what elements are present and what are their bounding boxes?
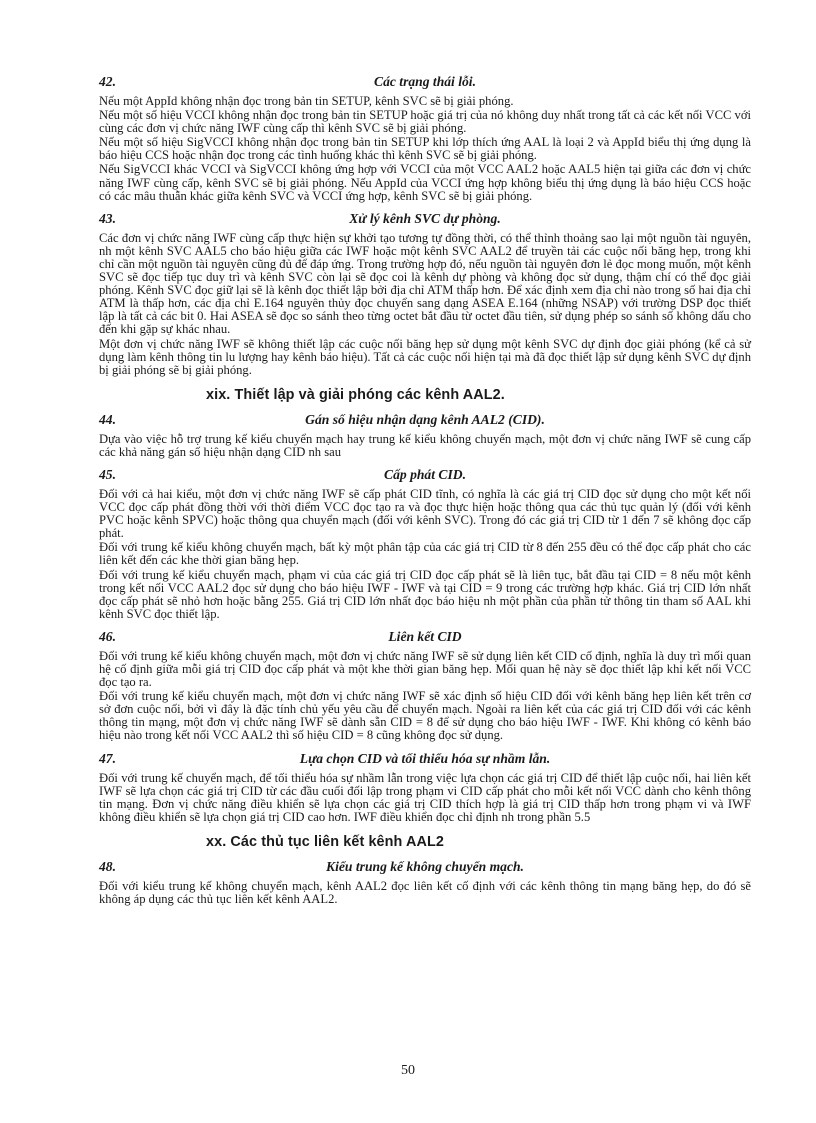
paragraph: Nếu một số hiệu VCCI không nhận đọc trong bản tin SETUP hoặc giá trị của nó không duy nhất trong tất cả các kết nối VCC với cùng các đơn vị chức năng IWF cùng cấp thì kênh SVC sẽ bị giải phóng. [99, 108, 751, 136]
paragraph: Dựa vào việc hỗ trợ trung kế kiểu chuyển mạch hay trung kế kiểu không chuyển mạch, một đơn vị chức năng IWF sẽ cung cấp các khả năng gán số hiệu nhận dạng CID nh sau [99, 431, 751, 459]
section-heading [99, 859, 751, 875]
paragraph: Đối với trung kế kiểu chuyển mạch, phạm vi của các giá trị CID đọc cấp phát sẽ là liên tục, bắt đầu tại CID = 8 nếu một kênh trong kết nối VCC AAL2 đọc sử dụng cho báo hiệu IWF - IWF và tại CID = 9 trong các trường hợp khác. Giá trị CID lớn nhất đọc cấp phát sẽ nhỏ hơn hoặc bằng 255. Giá trị CID lớn nhất đọc báo hiệu nh một phần của phần tử thông tin tham số AAL khi kênh SVC đọc thiết lập. [99, 567, 751, 621]
section [99, 74, 751, 203]
section-number: 44. [99, 411, 116, 427]
paragraph: Đối với trung kế kiểu không chuyển mạch, một đơn vị chức năng IWF sẽ sử dụng liên kết CID cố định, nghĩa là duy trì mối quan hệ cố định giữa mỗi giá trị CID đọc cấp phát và một khe thời gian băng hẹp. Mối quan hệ này sẽ đọc thiết lập khi kết nối VCC đọc tạo ra. [99, 648, 751, 690]
paragraph: Đối với cả hai kiểu, một đơn vị chức năng IWF sẽ cấp phát CID tĩnh, có nghĩa là các giá trị CID đọc sử dụng cho một kết nối VCC đọc cấp phát đồng thời với thời điểm VCC đọc tạo ra và đọc thực hiện hoặc thông qua các thủ tục quản lý (đối với kênh PVC hoặc kênh SPVC) hoặc thông qua chuyển mạch (đối với kênh SVC). Trong đó các giá trị CID từ 1 đến 7 sẽ không đọc cấp phát. [99, 486, 751, 541]
paragraph: Nếu một số hiệu SigVCCI không nhận đọc trong bản tin SETUP khi lớp thích ứng AAL là loại 2 và AppId biểu thị ứng dụng là báo hiệu CCS hoặc nhận đọc trong các tình huống khác thì kênh SVC sẽ bị giải phóng. [99, 135, 751, 163]
section-number: 42. [99, 74, 116, 89]
section [99, 467, 751, 621]
section [99, 629, 751, 743]
paragraph: Nếu SigVCCI khác VCCI và SigVCCI không ứng hợp với VCCI của một VCC AAL2 hoặc AAL5 hiện tại giữa các đơn vị chức năng IWF cùng cấp, kênh SVC sẽ bị giải phóng. Nếu AppId của VCCI ứng hợp không biểu thị ứng dụng là báo hiệu CCS hoặc có các mâu thuẫn khác giữa kênh SVC và VCCI ứng hợp, kênh SVC sẽ bị giải phóng. [99, 162, 751, 203]
section-title: Kiểu trung kế không chuyển mạch. [326, 858, 524, 874]
section-number: 47. [99, 750, 116, 766]
section-title: Xử lý kênh SVC dự phòng. [349, 210, 501, 226]
section-number: 43. [99, 210, 116, 226]
paragraph: Đối với trung kế kiểu chuyển mạch, một đơn vị chức năng IWF sẽ xác định số hiệu CID đối với kênh băng hẹp liên kết trên cơ sở đơn cuộc nối, bởi vì đây là đặc tính chủ yếu yêu cầu để chuyển mạch. Ngoài ra liên kết của các giá trị CID đối với các kênh thông tin mạng, một đơn vị chức năng IWF sẽ dành sẵn CID = 8 để sử dụng cho báo hiệu IWF - IWF. Khi không có kênh báo hiệu nào trong kết nối VCC AAL2 thì số hiệu CID = 8 cũng không đọc sử dụng. [99, 689, 751, 743]
paragraph: Đối với trung kế kiểu không chuyển mạch, bất kỳ một phân tập của các giá trị CID từ 8 đến 255 đều có thể đọc cấp phát cho các liên kết đến các khe thời gian băng hẹp. [99, 540, 751, 568]
section-number: 46. [99, 628, 116, 644]
section-title: Các trạng thái lỗi. [374, 74, 476, 89]
paragraph: Đối với kiểu trung kế không chuyển mạch, kênh AAL2 đọc liên kết cố định với các kênh thông tin mạng băng hẹp, do đó sẽ không áp dụng các thủ tục liên kết kênh AAL2. [99, 878, 751, 907]
section-number: 48. [99, 858, 116, 874]
part-heading: xix. Thiết lập và giải phóng các kênh AAL2. [206, 386, 505, 403]
section-heading [99, 629, 751, 645]
section-heading [99, 412, 751, 428]
section [99, 412, 751, 459]
section [99, 211, 751, 377]
document-page [99, 66, 751, 907]
section-number: 45. [99, 466, 116, 482]
section [99, 859, 751, 906]
paragraph: Đối với trung kế chuyển mạch, để tối thiểu hóa sự nhầm lẫn trong việc lựa chọn các giá trị CID để thiết lập cuộc nối, hai liên kết IWF sẽ lựa chọn các giá trị CID từ các đầu cuối đối lập trong phạm vi CID cấp phát cho mỗi kết nối VCC dành cho kênh thông tin mạng. Đơn vị chức năng điều khiển sẽ lựa chọn các giá trị CID thích hợp là giá trị CID thấp hơn trong phạm vi và IWF không điều khiển sẽ lựa chọn giá trị CID cao hơn. IWF điều khiển đọc chỉ định nh trong phần 5.5 [99, 770, 751, 824]
paragraph: Các đơn vị chức năng IWF cùng cấp thực hiện sự khởi tạo tương tự đồng thời, có thể thỉnh thoảng sao lại một nguồn tài nguyên, nh một kênh SVC AAL5 cho báo hiệu giữa các IWF hoặc một kênh SVC AAL2 để truyền tải các cuộc nối băng hẹp, trong khi chỉ cần một nguồn tài nguyên cũng đủ để đáp ứng. Trong trường hợp đó, nếu nguồn tài nguyên đơn lẻ đọc mong muốn, một kênh SVC sẽ đọc tiếp tục duy trì và kênh SVC còn lại sẽ đọc coi là kênh dự phòng và không đọc sử dụng, thậm chí có thể đọc giải phóng. Kênh SVC đọc giữ lại sẽ là kênh đọc thiết lập bởi địa chỉ ATM thấp hơn. Để xác định xem địa chỉ nào trong số hai địa chỉ ATM là thấp hơn, các địa chỉ E.164 nguyên thủy đọc chuyển sang dạng ASEA E.164 (những NSAP) với trường DSP đọc thiết lập là tất cả các bit 0. Hai ASEA sẽ đọc so sánh theo từng octet bắt đầu từ octet đầu tiên, sử dụng phép so sánh số không dấu cho đến khi gặp sự khác nhau. [99, 230, 751, 337]
section-title: Liên kết CID [388, 628, 462, 644]
section-title: Cấp phát CID. [384, 466, 466, 482]
paragraph: Một đơn vị chức năng IWF sẽ không thiết lập các cuộc nối băng hẹp sử dụng một kênh SVC dự định đọc giải phóng (kể cả sử dụng làm kênh thông tin lu lượng hay kênh báo hiệu). Tất cả các cuộc nối hiện tại mà đã đọc thiết lập sử dụng kênh SVC dự định bị giải phóng sẽ bị giải phóng. [99, 336, 751, 377]
section-heading [99, 751, 751, 767]
section [99, 751, 751, 824]
section-heading [99, 74, 751, 90]
section-heading [99, 211, 751, 227]
section-title: Lựa chọn CID và tối thiểu hóa sự nhầm lẫn. [299, 750, 551, 766]
part-heading: xx. Các thủ tục liên kết kênh AAL2 [206, 833, 444, 850]
page-number: 50 [401, 1063, 415, 1078]
section-heading [99, 467, 751, 483]
section-title: Gán số hiệu nhận dạng kênh AAL2 (CID). [305, 411, 545, 427]
paragraph: Nếu một AppId không nhận đọc trong bản tin SETUP, kênh SVC sẽ bị giải phóng. [99, 94, 514, 108]
